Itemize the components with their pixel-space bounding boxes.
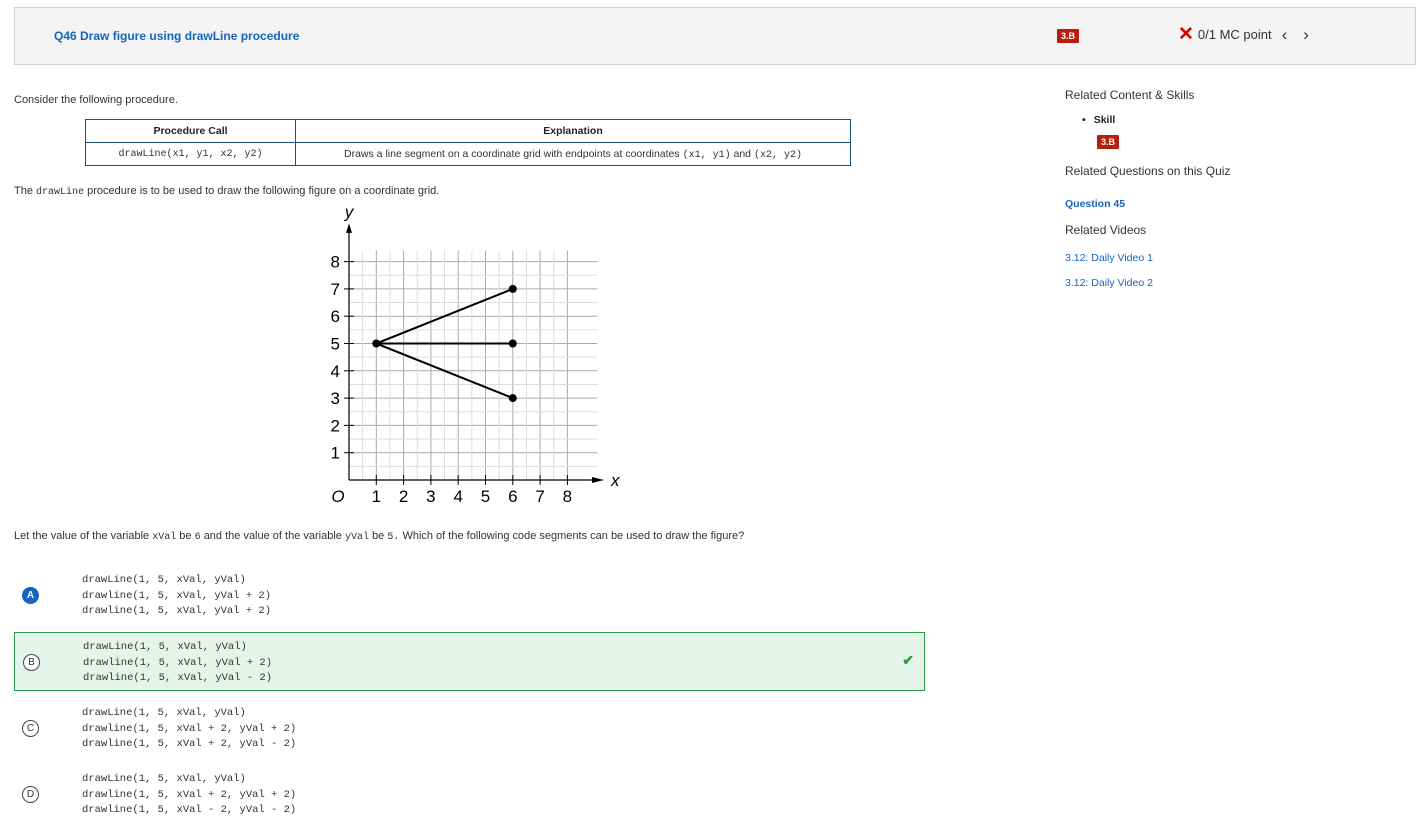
sidebar-skill-badge[interactable]: 3.B	[1097, 135, 1119, 149]
y-tick-label: 4	[330, 361, 340, 381]
related-questions-heading: Related Questions on this Quiz	[1065, 164, 1231, 178]
code-line: drawline(1, 5, xVal + 2, yVal + 2)	[82, 788, 297, 801]
y-tick-label: 7	[330, 279, 340, 299]
q-part: Let the value of the variable	[14, 530, 150, 542]
choice-letter-b[interactable]: B	[23, 654, 40, 671]
q-val-5: 5.	[387, 532, 400, 543]
usage-post: procedure is to be used to draw the following figure on a coordinate grid.	[87, 185, 440, 197]
chevron-right-icon[interactable]: ›	[1303, 25, 1309, 44]
x-axis-arrow	[592, 477, 604, 483]
q-var-yval: yVal	[344, 532, 369, 543]
skill-badge[interactable]: 3.B	[1057, 29, 1079, 43]
y-tick-label: 2	[330, 416, 340, 436]
choice-letter-a[interactable]: A	[22, 587, 39, 604]
table-header: Explanation	[296, 120, 851, 143]
coord2: (x2, y2)	[753, 149, 802, 161]
procedure-table	[85, 119, 851, 166]
q-part: be	[372, 530, 385, 542]
q-val-6: 6	[194, 532, 201, 543]
usage-pre: The	[14, 185, 33, 197]
endpoint	[509, 285, 517, 293]
y-axis-label: y	[344, 202, 354, 222]
endpoint	[509, 340, 517, 348]
code-line: drawline(1, 5, xVal, yVal - 2)	[83, 672, 273, 685]
choice-b[interactable]	[14, 632, 925, 691]
x-tick-label: 1	[371, 487, 382, 506]
origin-label: O	[331, 487, 345, 506]
x-axis-label: x	[610, 471, 620, 490]
usage-code: drawLine	[36, 187, 85, 198]
code-line: drawline(1, 5, xVal, yVal + 2)	[82, 605, 272, 618]
related-content-heading: Related Content & Skills	[1065, 88, 1195, 102]
score-area	[1178, 26, 1309, 43]
choice-code	[82, 772, 296, 819]
code-line: drawLine(1, 5, xVal, yVal)	[82, 707, 246, 719]
x-tick-label: 5	[480, 487, 491, 506]
y-tick-label: 6	[330, 307, 340, 327]
code-line: drawline(1, 5, xVal - 2, yVal - 2)	[82, 804, 297, 817]
code-line: drawLine(1, 5, xVal, yVal)	[83, 641, 247, 653]
code-line: drawline(1, 5, xVal + 2, yVal + 2)	[82, 722, 297, 735]
y-axis-arrow	[346, 223, 352, 233]
skill-label: • Skill	[1082, 114, 1115, 126]
question-45-link[interactable]: Question 45	[1065, 198, 1126, 210]
question-text	[14, 530, 744, 543]
x-tick-label: 6	[508, 487, 518, 506]
check-icon: ✔	[902, 652, 914, 668]
q-var-xval: xVal	[152, 532, 177, 543]
x-tick-label: 8	[562, 487, 573, 506]
q-part: Which of the following code segments can be used to draw the figure?	[402, 530, 745, 542]
code-line: drawline(1, 5, xVal, yVal + 2)	[83, 656, 273, 669]
coord1: (x1, y1)	[682, 149, 731, 161]
code-line: drawline(1, 5, xVal, yVal + 2)	[82, 589, 272, 602]
coordinate-figure	[320, 202, 620, 510]
choice-letter-d[interactable]: D	[22, 786, 39, 803]
choice-code	[83, 640, 272, 687]
video-link-1[interactable]: 3.12: Daily Video 1	[1065, 252, 1153, 264]
q-part: and the value of the variable	[203, 530, 342, 542]
video-link-2[interactable]: 3.12: Daily Video 2	[1065, 277, 1153, 289]
x-tick-label: 4	[453, 487, 463, 506]
x-tick-label: 3	[426, 487, 436, 506]
intro-text: Consider the following procedure.	[14, 94, 178, 106]
chevron-left-icon[interactable]: ‹	[1281, 25, 1288, 44]
endpoint	[509, 394, 517, 402]
explanation-text: Draws a line segment on a coordinate grid with endpoints at coordinates	[344, 147, 680, 160]
score-text: 0/1 MC point	[1197, 27, 1272, 42]
table-header: Procedure Call	[86, 120, 296, 143]
code-line: drawLine(1, 5, xVal, yVal)	[82, 773, 246, 785]
code-line: drawline(1, 5, xVal + 2, yVal - 2)	[82, 738, 297, 751]
and-text: and	[733, 147, 752, 160]
endpoint	[372, 340, 380, 348]
choice-letter-c[interactable]: C	[22, 720, 39, 737]
explanation-cell	[296, 143, 851, 166]
choice-code	[82, 706, 296, 753]
question-header	[14, 7, 1416, 65]
y-tick-label: 1	[330, 443, 340, 463]
question-title[interactable]: Q46 Draw figure using drawLine procedure	[54, 29, 300, 43]
choice-code	[82, 573, 271, 620]
related-videos-heading: Related Videos	[1065, 223, 1147, 237]
y-tick-label: 3	[330, 389, 340, 409]
x-tick-label: 7	[535, 487, 545, 506]
choice-d[interactable]	[14, 765, 925, 824]
y-tick-label: 5	[330, 334, 340, 354]
y-tick-label: 8	[330, 252, 340, 272]
q-part: be	[179, 530, 192, 542]
choice-c[interactable]	[14, 699, 925, 758]
choice-a[interactable]	[14, 566, 925, 625]
x-icon: ✕	[1178, 24, 1194, 45]
x-tick-label: 2	[398, 487, 409, 506]
code-line: drawLine(1, 5, xVal, yVal)	[82, 574, 246, 586]
usage-text	[14, 185, 439, 198]
procedure-call-cell: drawLine(x1, y1, x2, y2)	[86, 143, 296, 166]
